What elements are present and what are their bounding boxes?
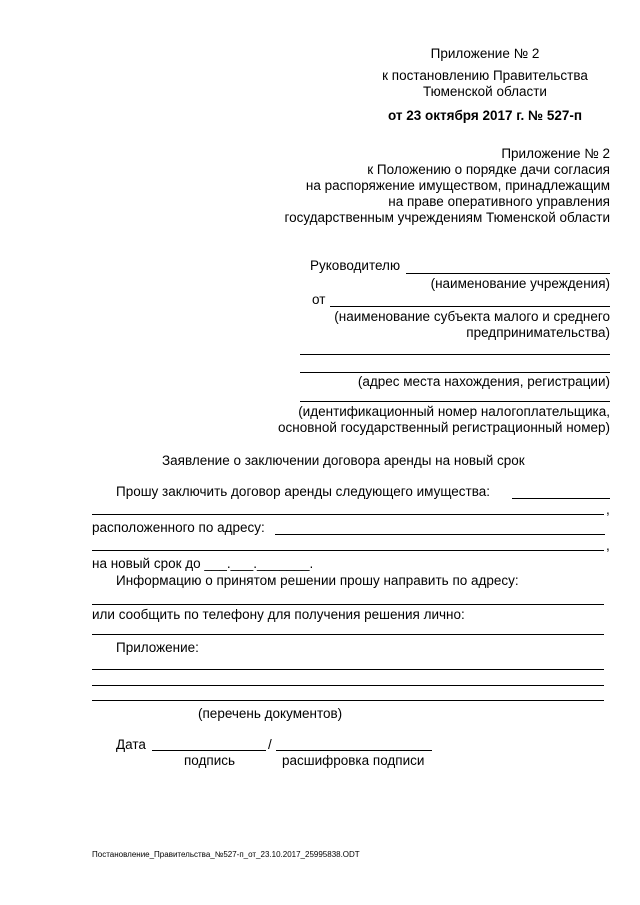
header-resolution-line2: Тюменской области: [423, 84, 547, 99]
attachment-label: Приложение:: [116, 640, 199, 655]
comma: ,: [606, 502, 610, 517]
from-hint-line2: предпринимательства): [466, 325, 610, 340]
ids-blank-line[interactable]: [300, 401, 610, 402]
signature-hint: подпись: [184, 753, 236, 768]
header-resolution-date: от 23 октября 2017 г. № 527-п: [387, 108, 583, 123]
ids-hint-line2: основной государственный регистрационный номер): [278, 420, 610, 435]
address-hint: (адрес места нахождения, регистрации): [357, 374, 610, 389]
request-text: Прошу заключить договор аренды следующего имущества:: [116, 484, 491, 499]
annex-line: на распоряжение имуществом, принадлежащим: [305, 178, 610, 193]
located-text: расположенного по адресу:: [92, 520, 265, 535]
info-text: Информацию о принятом решении прошу направить по адресу:: [116, 573, 519, 588]
address-blank-line[interactable]: [92, 550, 604, 551]
slash: /: [268, 737, 272, 752]
signature-blank-line[interactable]: [152, 750, 266, 751]
attachment-blank-line[interactable]: [92, 669, 604, 670]
address-blank-line[interactable]: [275, 534, 605, 535]
attachment-blank-line[interactable]: [92, 685, 604, 686]
new-term-text: на новый срок до ___.___._______.: [92, 556, 314, 571]
attachment-blank-line[interactable]: [92, 700, 604, 701]
property-blank-line[interactable]: [512, 498, 610, 499]
annex-line: к Положению о порядке дачи согласия: [367, 162, 610, 177]
from-blank-line[interactable]: [330, 306, 610, 307]
decoding-blank-line[interactable]: [276, 750, 432, 751]
property-blank-line[interactable]: [92, 514, 604, 515]
to-hint: (наименование учреждения): [430, 276, 610, 291]
address-blank-line[interactable]: [300, 372, 610, 373]
to-blank-line[interactable]: [406, 273, 610, 274]
footer-filename: Постановление_Правительства_№527-п_от_23.10.2017_25995838.ODT: [92, 850, 360, 859]
from-hint-line1: (наименование субъекта малого и среднего: [334, 309, 610, 324]
ids-hint-line1: (идентификационный номер налогоплательщика,: [298, 404, 610, 419]
info-blank-line[interactable]: [92, 604, 604, 605]
from-label: от: [312, 292, 326, 307]
annex-line: государственным учреждениям Тюменской области: [284, 210, 610, 225]
phone-text: или сообщить по телефону для получения решения лично:: [92, 607, 465, 622]
documents-hint: (перечень документов): [198, 706, 343, 721]
header-resolution-line1: к постановлению Правительства: [382, 68, 588, 83]
comma: ,: [606, 538, 610, 553]
address-blank-line[interactable]: [300, 354, 610, 355]
date-label: Дата: [116, 737, 146, 752]
annex-appendix-number: Приложение № 2: [501, 146, 610, 161]
header-appendix-number: Приложение № 2: [430, 46, 540, 61]
phone-blank-line[interactable]: [92, 634, 604, 635]
to-label: Руководителю: [310, 258, 401, 273]
annex-line: на праве оперативного управления: [388, 194, 610, 209]
decoding-hint: расшифровка подписи: [282, 753, 425, 768]
document-title: Заявление о заключении договора аренды на новый срок: [162, 453, 525, 468]
